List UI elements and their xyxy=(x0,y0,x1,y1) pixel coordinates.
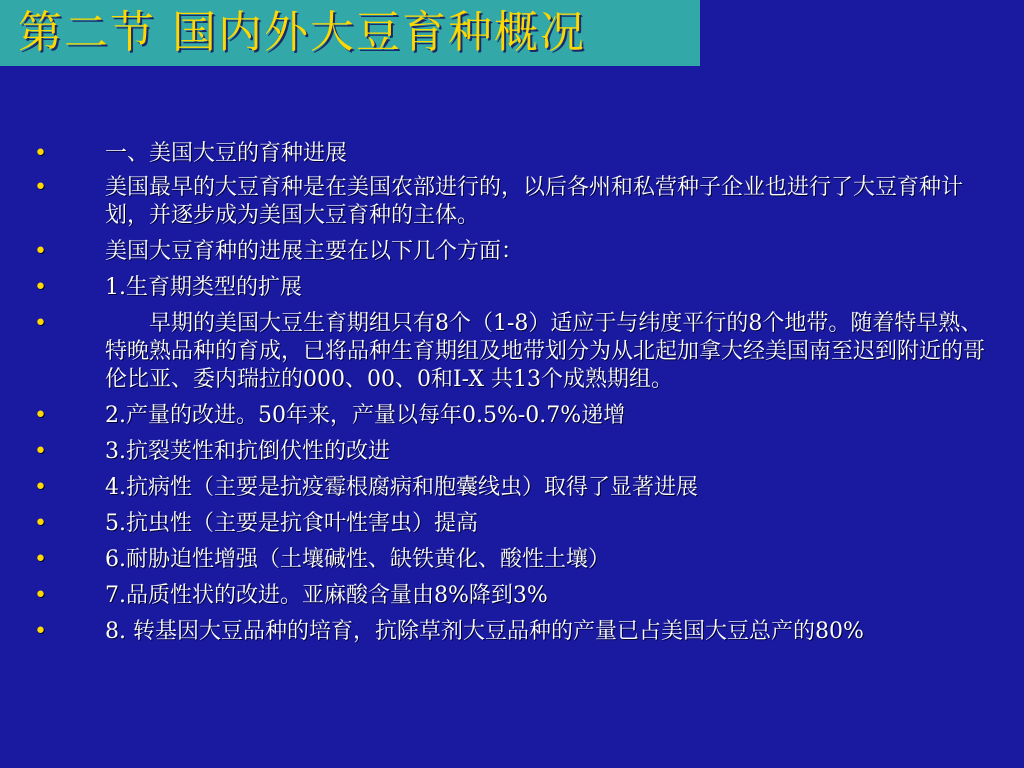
list-item xyxy=(30,510,1000,538)
bullet-text: 美国大豆育种的进展主要在以下几个方面： xyxy=(105,239,524,264)
bullet-icon: • xyxy=(34,583,47,608)
bullet-text: 4.抗病性（主要是抗疫霉根腐病和胞囊线虫）取得了显著进展 xyxy=(105,475,698,500)
bullet-text: 3.抗裂荚性和抗倒伏性的改进 xyxy=(105,439,390,464)
list-item xyxy=(30,474,1000,502)
list-item xyxy=(30,402,1000,430)
list-item xyxy=(30,274,1000,302)
bullet-icon: • xyxy=(34,619,47,644)
bullet-icon: • xyxy=(34,239,47,264)
bullet-text: 早期的美国大豆生育期组只有8个（1-8）适应于与纬度平行的8个地带。随着特早熟、特晚熟品种的育成，已将品种生育期组及地带划分为从北起加拿大经美国南至迟到附近的哥伦比亚、委内瑞拉的000、00、0和I-X 共13个成熟期组。 xyxy=(105,311,986,392)
bullet-icon: • xyxy=(34,511,47,536)
bullet-text: 6.耐胁迫性增强（土壤碱性、缺铁黄化、酸性土壤） xyxy=(105,547,610,572)
bullet-icon: • xyxy=(34,311,47,336)
bullet-icon: • xyxy=(34,475,47,500)
title-banner xyxy=(0,0,700,66)
bullet-icon: • xyxy=(34,275,47,300)
bullet-icon: • xyxy=(34,439,47,464)
list-item xyxy=(30,174,1000,230)
bullet-text: 8. 转基因大豆品种的培育，抗除草剂大豆品种的产量已占美国大豆总产的80% xyxy=(105,619,864,644)
list-item xyxy=(30,438,1000,466)
list-item xyxy=(30,546,1000,574)
bullet-text: 美国最早的大豆育种是在美国农部进行的，以后各州和私营种子企业也进行了大豆育种计划，并逐步成为美国大豆育种的主体。 xyxy=(105,175,964,228)
bullet-text: 一、美国大豆的育种进展 xyxy=(105,141,348,166)
list-item xyxy=(30,238,1000,266)
list-item xyxy=(30,618,1000,646)
list-item xyxy=(30,140,1000,168)
bullet-text: 2.产量的改进。50年来，产量以每年0.5%-0.7%递增 xyxy=(105,403,626,428)
list-item xyxy=(30,582,1000,610)
bullet-icon: • xyxy=(34,141,47,166)
list-item xyxy=(30,310,1000,394)
bullet-icon: • xyxy=(34,547,47,572)
slide-title: 第二节 国内外大豆育种概况 xyxy=(18,7,586,58)
bullet-text: 1.生育期类型的扩展 xyxy=(105,275,302,300)
bullet-icon: • xyxy=(34,175,47,200)
bullet-text: 7.品质性状的改进。亚麻酸含量由8%降到3% xyxy=(105,583,548,608)
bullet-list xyxy=(30,140,1000,654)
bullet-icon: • xyxy=(34,403,47,428)
bullet-text: 5.抗虫性（主要是抗食叶性害虫）提高 xyxy=(105,511,478,536)
